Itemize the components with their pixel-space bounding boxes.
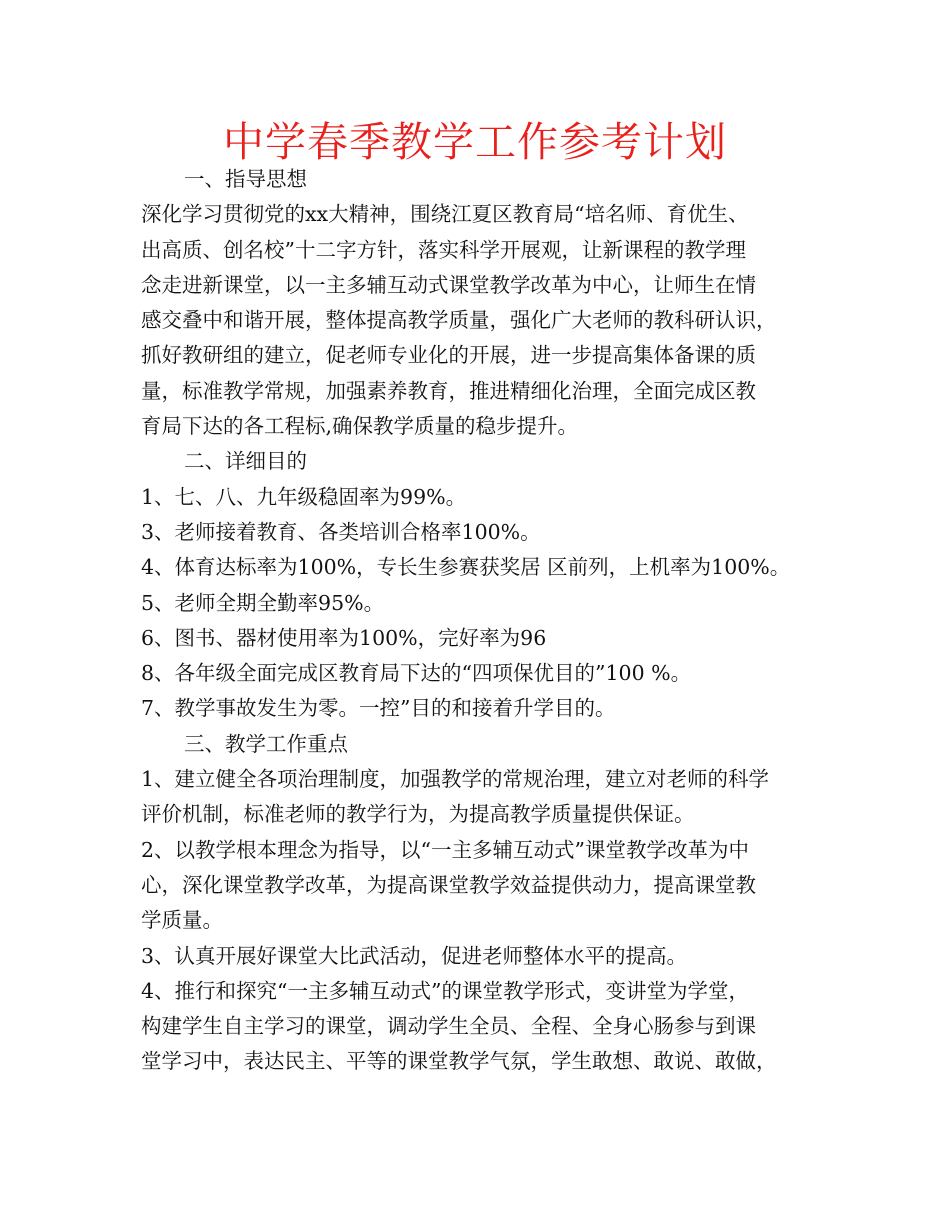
section-heading: 二、详细目的 [184,449,307,474]
paragraph-line: 7、教学事故发生为零。一控”目的和接着升学目的。 [141,696,616,721]
paragraph-line: 3、认真开展好课堂大比武活动，促进老师整体水平的提高。 [141,943,688,968]
document-title: 中学春季教学工作参考计划 [223,118,727,166]
section-heading: 三、教学工作重点 [184,731,348,756]
paragraph-line: 3、老师接着教育、各类培训合格率100%。 [141,519,541,544]
paragraph-line: 1、建立健全各项治理制度，加强教学的常规治理，建立对老师的科学 [141,767,770,792]
document-body [141,162,831,1080]
paragraph-line: 心，深化课堂教学改革，为提高课堂教学效益提供动力，提高课堂教 [141,872,756,897]
paragraph-line: 抓好教研组的建立，促老师专业化的开展，进一步提高集体备课的质 [141,343,756,368]
paragraph-line: 6、图书、器材使用率为100%，完好率为96 [141,625,547,650]
paragraph-line: 5、老师全期全勤率95%。 [141,590,385,615]
paragraph-line: 4、推行和探究“一主多辅互动式”的课堂教学形式，变讲堂为学堂， [141,978,750,1003]
paragraph-line: 育局下达的各工程标,确保教学质量的稳步提升。 [141,414,579,439]
paragraph-line: 1、七、八、九年级稳固率为99%。 [141,484,467,509]
paragraph-line: 4、体育达标率为100%，专长生参赛获奖居 区前列，上机率为100%。 [141,555,791,580]
paragraph-line: 深化学习贯彻党的xx大精神，围绕江夏区教育局“培名师、育优生、 [141,202,749,227]
paragraph-line: 感交叠中和谐开展，整体提高教学质量，强化广大老师的教科研认识， [141,308,777,333]
paragraph-line: 构建学生自主学习的课堂，调动学生全员、全程、全身心肠参与到课 [141,1014,756,1039]
paragraph-line: 堂学习中，表达民主、平等的课堂教学气氛，学生敢想、敢说、敢做， [141,1049,777,1074]
paragraph-line: 出高质、创名校”十二字方针，落实科学开展观，让新课程的教学理 [141,237,746,262]
paragraph-line: 8、各年级全面完成区教育局下达的“四项保优目的”100 %。 [141,661,692,686]
paragraph-line: 评价机制，标准老师的教学行为，为提高教学质量提供保证。 [141,802,695,827]
paragraph-line: 学质量。 [141,908,223,933]
paragraph-line: 2、以教学根本理念为指导，以“一主多辅互动式”课堂教学改革为中 [141,837,750,862]
section-heading: 一、指导思想 [184,167,307,191]
paragraph-line: 念走进新课堂，以一主多辅互动式课堂教学改革为中心，让师生在情 [141,272,756,297]
paragraph-line: 量，标准教学常规，加强素养教育，推进精细化治理，全面完成区教 [141,378,756,403]
